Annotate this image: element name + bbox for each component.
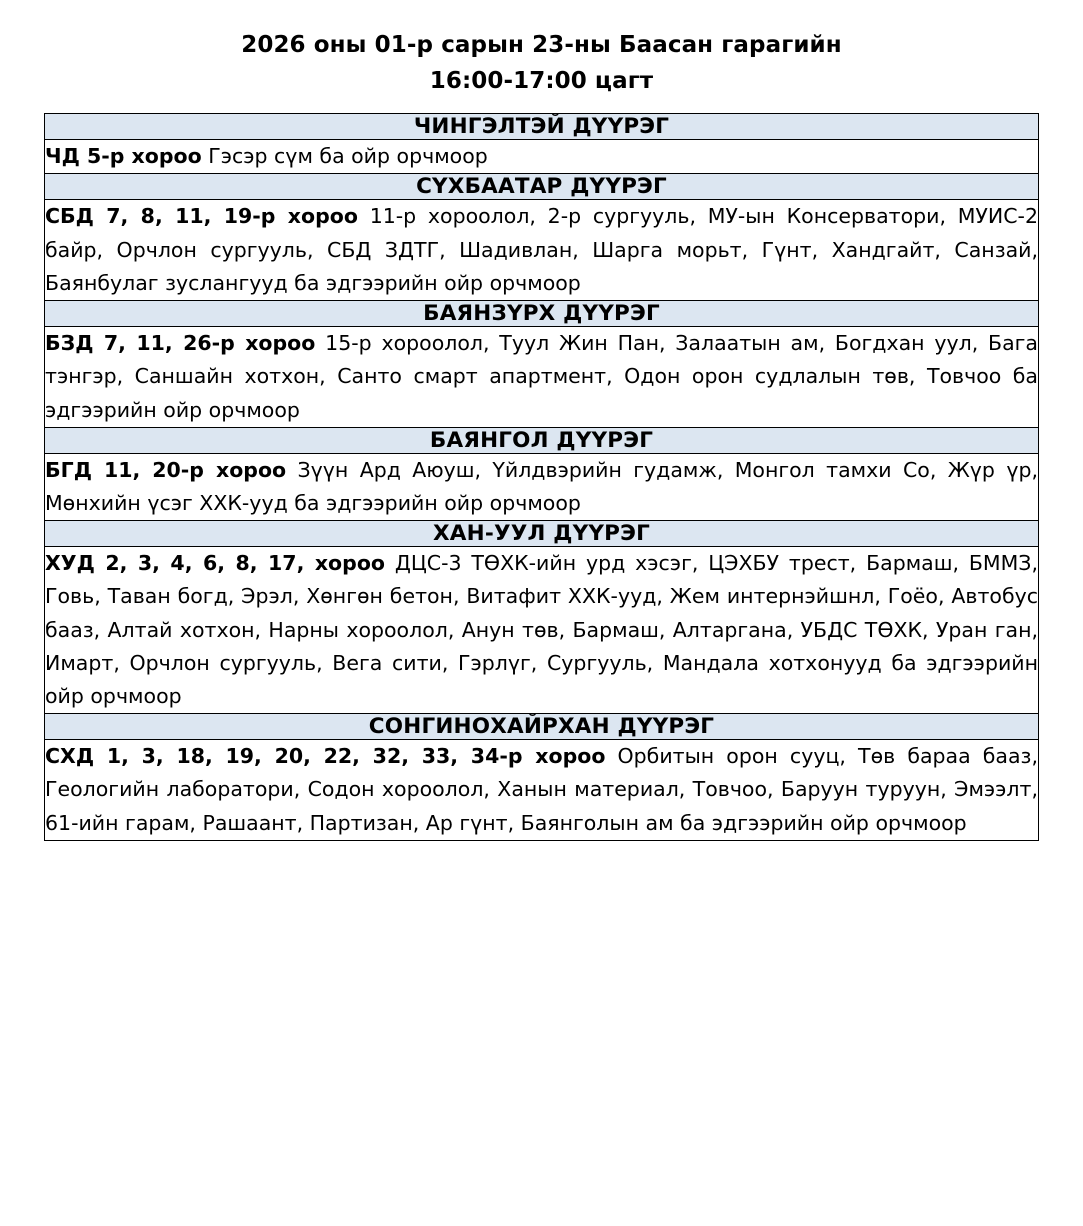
table-row <box>45 301 1039 327</box>
table-row <box>45 740 1039 841</box>
places-text: 15-р хороолол, Туул Жин Пан, Залаатын ам, Богдхан уул, Бага тэнгэр, Саншайн хотхон, Санто смарт апартмент, Одон орон судлалын төв, Товчоо ба эдгээрийн ойр орчмоор <box>45 331 1038 422</box>
district-body-khan-uul <box>45 547 1039 714</box>
table-row <box>45 200 1039 301</box>
district-body-bayangol <box>45 453 1039 520</box>
places-text: 11-р хороолол, 2-р сургууль, МУ-ын Консерватори, МУИС-2 байр, Орчлон сургууль, СБД ЗДТГ, Шадивлан, Шарга морьт, Гүнт, Хандгайт, Санзай, Баянбулаг зуслангууд ба эдгээрийн ойр орчмоор <box>45 204 1038 295</box>
table-row <box>45 174 1039 200</box>
table-row <box>45 327 1039 428</box>
district-body-bayanzurkh <box>45 327 1039 428</box>
khoroo-label: ЧД 5-р хороо <box>45 144 202 169</box>
district-header-bayanzurkh: БАЯНЗҮРХ ДҮҮРЭГ <box>45 301 1039 327</box>
district-header-songinokhairkhan: СОНГИНОХАЙРХАН ДҮҮРЭГ <box>45 714 1039 740</box>
places-text: Зүүн Ард Аюуш, Үйлдвэрийн гудамж, Монгол тамхи Со, Жүр үр, Мөнхийн үсэг ХХК-ууд ба эдгээрийн ойр орчмоор <box>45 457 1038 515</box>
table-row <box>45 547 1039 714</box>
khoroo-label: СБД 7, 8, 11, 19-р хороо <box>45 204 358 229</box>
page-title <box>44 28 1039 99</box>
district-body-chingeltei <box>45 140 1039 174</box>
district-header-chingeltei: ЧИНГЭЛТЭЙ ДҮҮРЭГ <box>45 114 1039 140</box>
table-row <box>45 453 1039 520</box>
table-row <box>45 427 1039 453</box>
khoroo-label: БГД 11, 20-р хороо <box>45 457 287 482</box>
khoroo-label: СХД 1, 3, 18, 19, 20, 22, 32, 33, 34-р хороо <box>45 744 606 769</box>
khoroo-label: БЗД 7, 11, 26-р хороо <box>45 331 316 356</box>
places-text: Гэсэр сүм ба ойр орчмоор <box>208 144 488 169</box>
table-row <box>45 714 1039 740</box>
outage-schedule-table <box>44 113 1039 840</box>
page-title-line-2: 16:00-17:00 цагт <box>429 67 654 94</box>
page-title-line-1: 2026 оны 01-р сарын 23-ны Баасан гарагийн <box>241 32 842 58</box>
schedule-body <box>45 114 1039 840</box>
district-body-songinokhairkhan <box>45 740 1039 841</box>
places-text: ДЦС-3 ТӨХК-ийн урд хэсэг, ЦЭХБУ трест, Бармаш, БММЗ, Говь, Таван богд, Эрэл, Хөнгөн бетон, Витафит ХХК-ууд, Жем интернэйшнл, Гоёо, Автобус бааз, Алтай хотхон, Нарны хороолол, Анун төв, Бармаш, Алтаргана, УБДС ТӨХК, Уран ган, Имарт, Орчлон сургууль, Вега сити, Гэрлүг, Сургууль, Мандала хотхонууд ба эдгээрийн ойр орчмоор <box>45 551 1038 708</box>
district-body-sukhbaatar <box>45 200 1039 301</box>
table-row <box>45 114 1039 140</box>
khoroo-label: ХУД 2, 3, 4, 6, 8, 17, хороо <box>45 551 385 576</box>
table-row <box>45 521 1039 547</box>
district-header-bayangol: БАЯНГОЛ ДҮҮРЭГ <box>45 427 1039 453</box>
table-row <box>45 140 1039 174</box>
places-text: Орбитын орон сууц, Төв бараа бааз, Геологийн лаборатори, Содон хороолол, Ханын материал, Товчоо, Баруун туруун, Эмээлт, 61-ийн гарам, Рашаант, Партизан, Ар гүнт, Баянголын ам ба эдгээрийн ойр орчмоор <box>45 744 1038 835</box>
district-header-sukhbaatar: СҮХБААТАР ДҮҮРЭГ <box>45 174 1039 200</box>
district-header-khan-uul: ХАН-УУЛ ДҮҮРЭГ <box>45 521 1039 547</box>
